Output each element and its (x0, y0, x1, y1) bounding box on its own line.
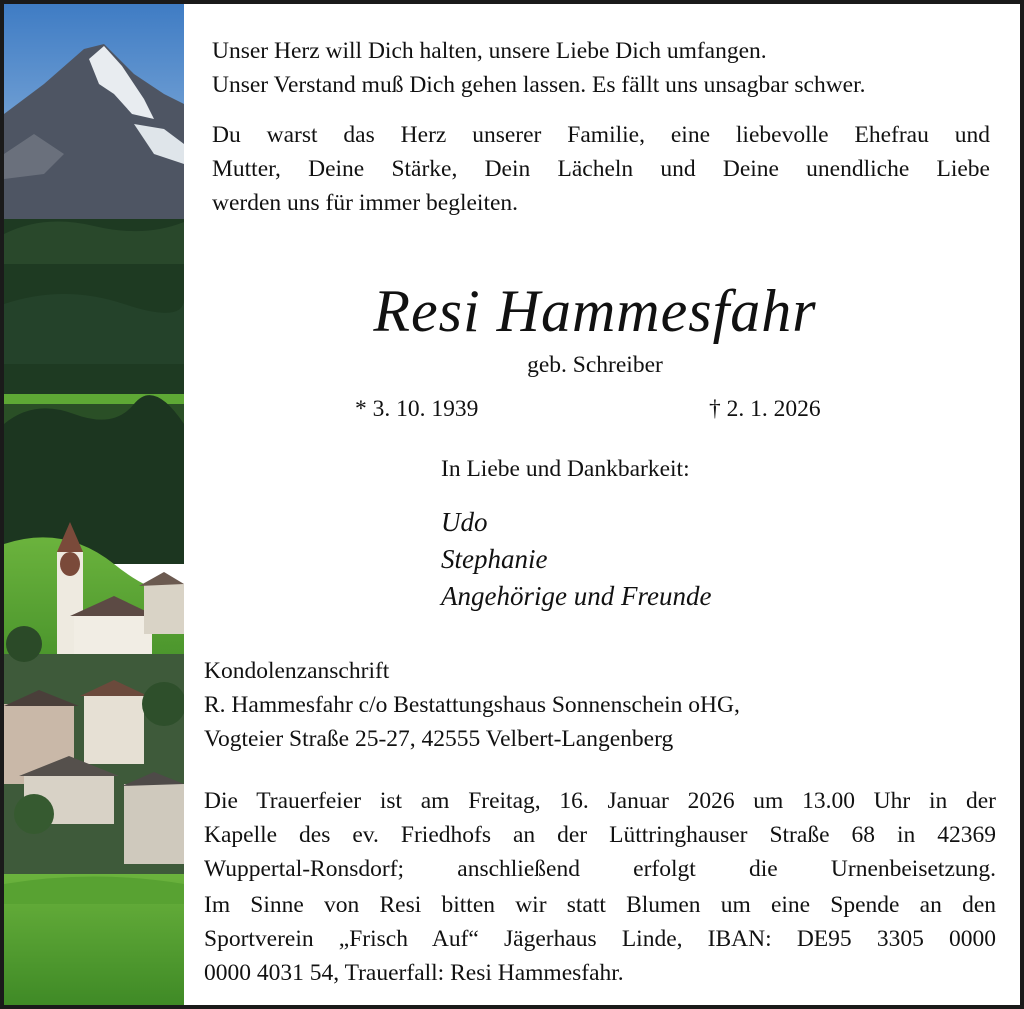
poem-line: Unser Herz will Dich halten, unsere Liebe Dich umfangen. (212, 38, 767, 64)
birth-date: * 3. 10. 1939 (355, 396, 479, 422)
mourner-name: Udo (441, 507, 488, 537)
donation-info (204, 888, 996, 990)
mourners-list (441, 504, 711, 615)
funeral-line: Wuppertal-Ronsdorf; anschließend erfolgt die Urnenbeisetzung. (204, 856, 996, 882)
funeral-line: Die Trauerfeier ist am Freitag, 16. Januar 2026 um 13.00 Uhr in der (204, 788, 996, 814)
condolence-heading: Kondolenzanschrift (204, 658, 390, 684)
donation-line: 0000 4031 54, Trauerfall: Resi Hammesfahr. (204, 960, 624, 986)
condolence-address (204, 654, 994, 756)
tribute-line: Mutter, Deine Stärke, Dein Lächeln und Deine unendliche Liebe (212, 156, 990, 182)
funeral-line: Kapelle des ev. Friedhofs an der Lüttringhauser Straße 68 in 42369 (204, 822, 996, 848)
mourner-name: Stephanie (441, 544, 548, 574)
mourner-name: Angehörige und Freunde (441, 581, 712, 611)
landscape-photo (4, 4, 184, 1005)
condolence-line: Vogteier Straße 25-27, 42555 Velbert-Langenberg (204, 726, 674, 752)
tribute (212, 118, 990, 220)
obituary-text (200, 4, 1000, 1005)
funeral-info (204, 784, 996, 886)
condolence-line: R. Hammesfahr c/o Bestattungshaus Sonnenschein oHG, (204, 692, 740, 718)
poem-line: Unser Verstand muß Dich gehen lassen. Es fällt uns unsagbar schwer. (212, 72, 866, 98)
maiden-name: geb. Schreiber (527, 352, 663, 378)
tribute-line: Du warst das Herz unserer Familie, eine liebevolle Ehefrau und (212, 122, 990, 148)
poem (212, 34, 992, 102)
mourners-intro: In Liebe und Dankbarkeit: (441, 456, 690, 482)
tribute-line: werden uns für immer begleiten. (212, 190, 519, 216)
alpine-village-image (4, 4, 184, 1005)
donation-line: Im Sinne von Resi bitten wir statt Blumen um eine Spende an den (204, 892, 996, 918)
death-date: † 2. 1. 2026 (709, 396, 821, 422)
donation-line: Sportverein „Frisch Auf“ Jägerhaus Linde, IBAN: DE95 3305 0000 (204, 926, 996, 952)
deceased-name: Resi Hammesfahr (373, 278, 817, 344)
